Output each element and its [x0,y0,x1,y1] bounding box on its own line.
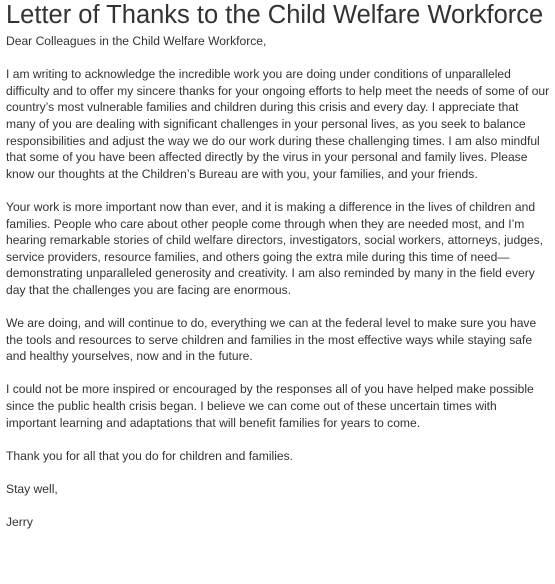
paragraph-inspiration: I could not be more inspired or encouraged by the responses all of you have helped make possible since the public health crisis began. I believe we can come out of these uncertain times with important learning and adaptations that will benefit families for years to come. [6,382,534,430]
page-title: Letter of Thanks to the Child Welfare Workforce [6,1,544,29]
signature: Jerry [6,515,33,530]
paragraph-thanks: Thank you for all that you do for children and families. [6,448,294,463]
paragraph-importance: Your work is more important now than ever, and it is making a difference in the lives of children and families. People who care about other people come through when they are needed most, and I’m hearing remarkable stories of child welfare directors, investigators, social workers, attorneys, judges, service providers, resource families, and others going the extra mile during this time of need—demonstrating unparalleled generosity and creativity. I am also reminded by many in the field every day that the challenges you are facing are enormous. [6,199,544,297]
salutation: Dear Colleagues in the Child Welfare Workforce, [6,34,267,48]
closing: Stay well, [6,482,58,497]
paragraph-federal-support: We are doing, and will continue to do, everything we can at the federal level to make sure you have the tools and resources to serve children and families in the most effective ways while staying safe and healthy yourselves, now and in the future. [6,316,537,364]
letter-body [6,33,550,531]
paragraph-acknowledgement: I am writing to acknowledge the incredible work you are doing under conditions of unparalleled difficulty and to offer my sincere thanks for your ongoing efforts to help meet the needs of some of our country’s most vulnerable families and children during this crisis and every day. I appreciate that many of you are dealing with significant challenges in your personal lives, as you seek to balance responsibilities and adjust the way we do our work during these challenging times. I am also mindful that some of you have been affected directly by the virus in your personal and family lives. Please know our thoughts at the Children’s Bureau are with you, your families, and your friends. [6,67,550,181]
